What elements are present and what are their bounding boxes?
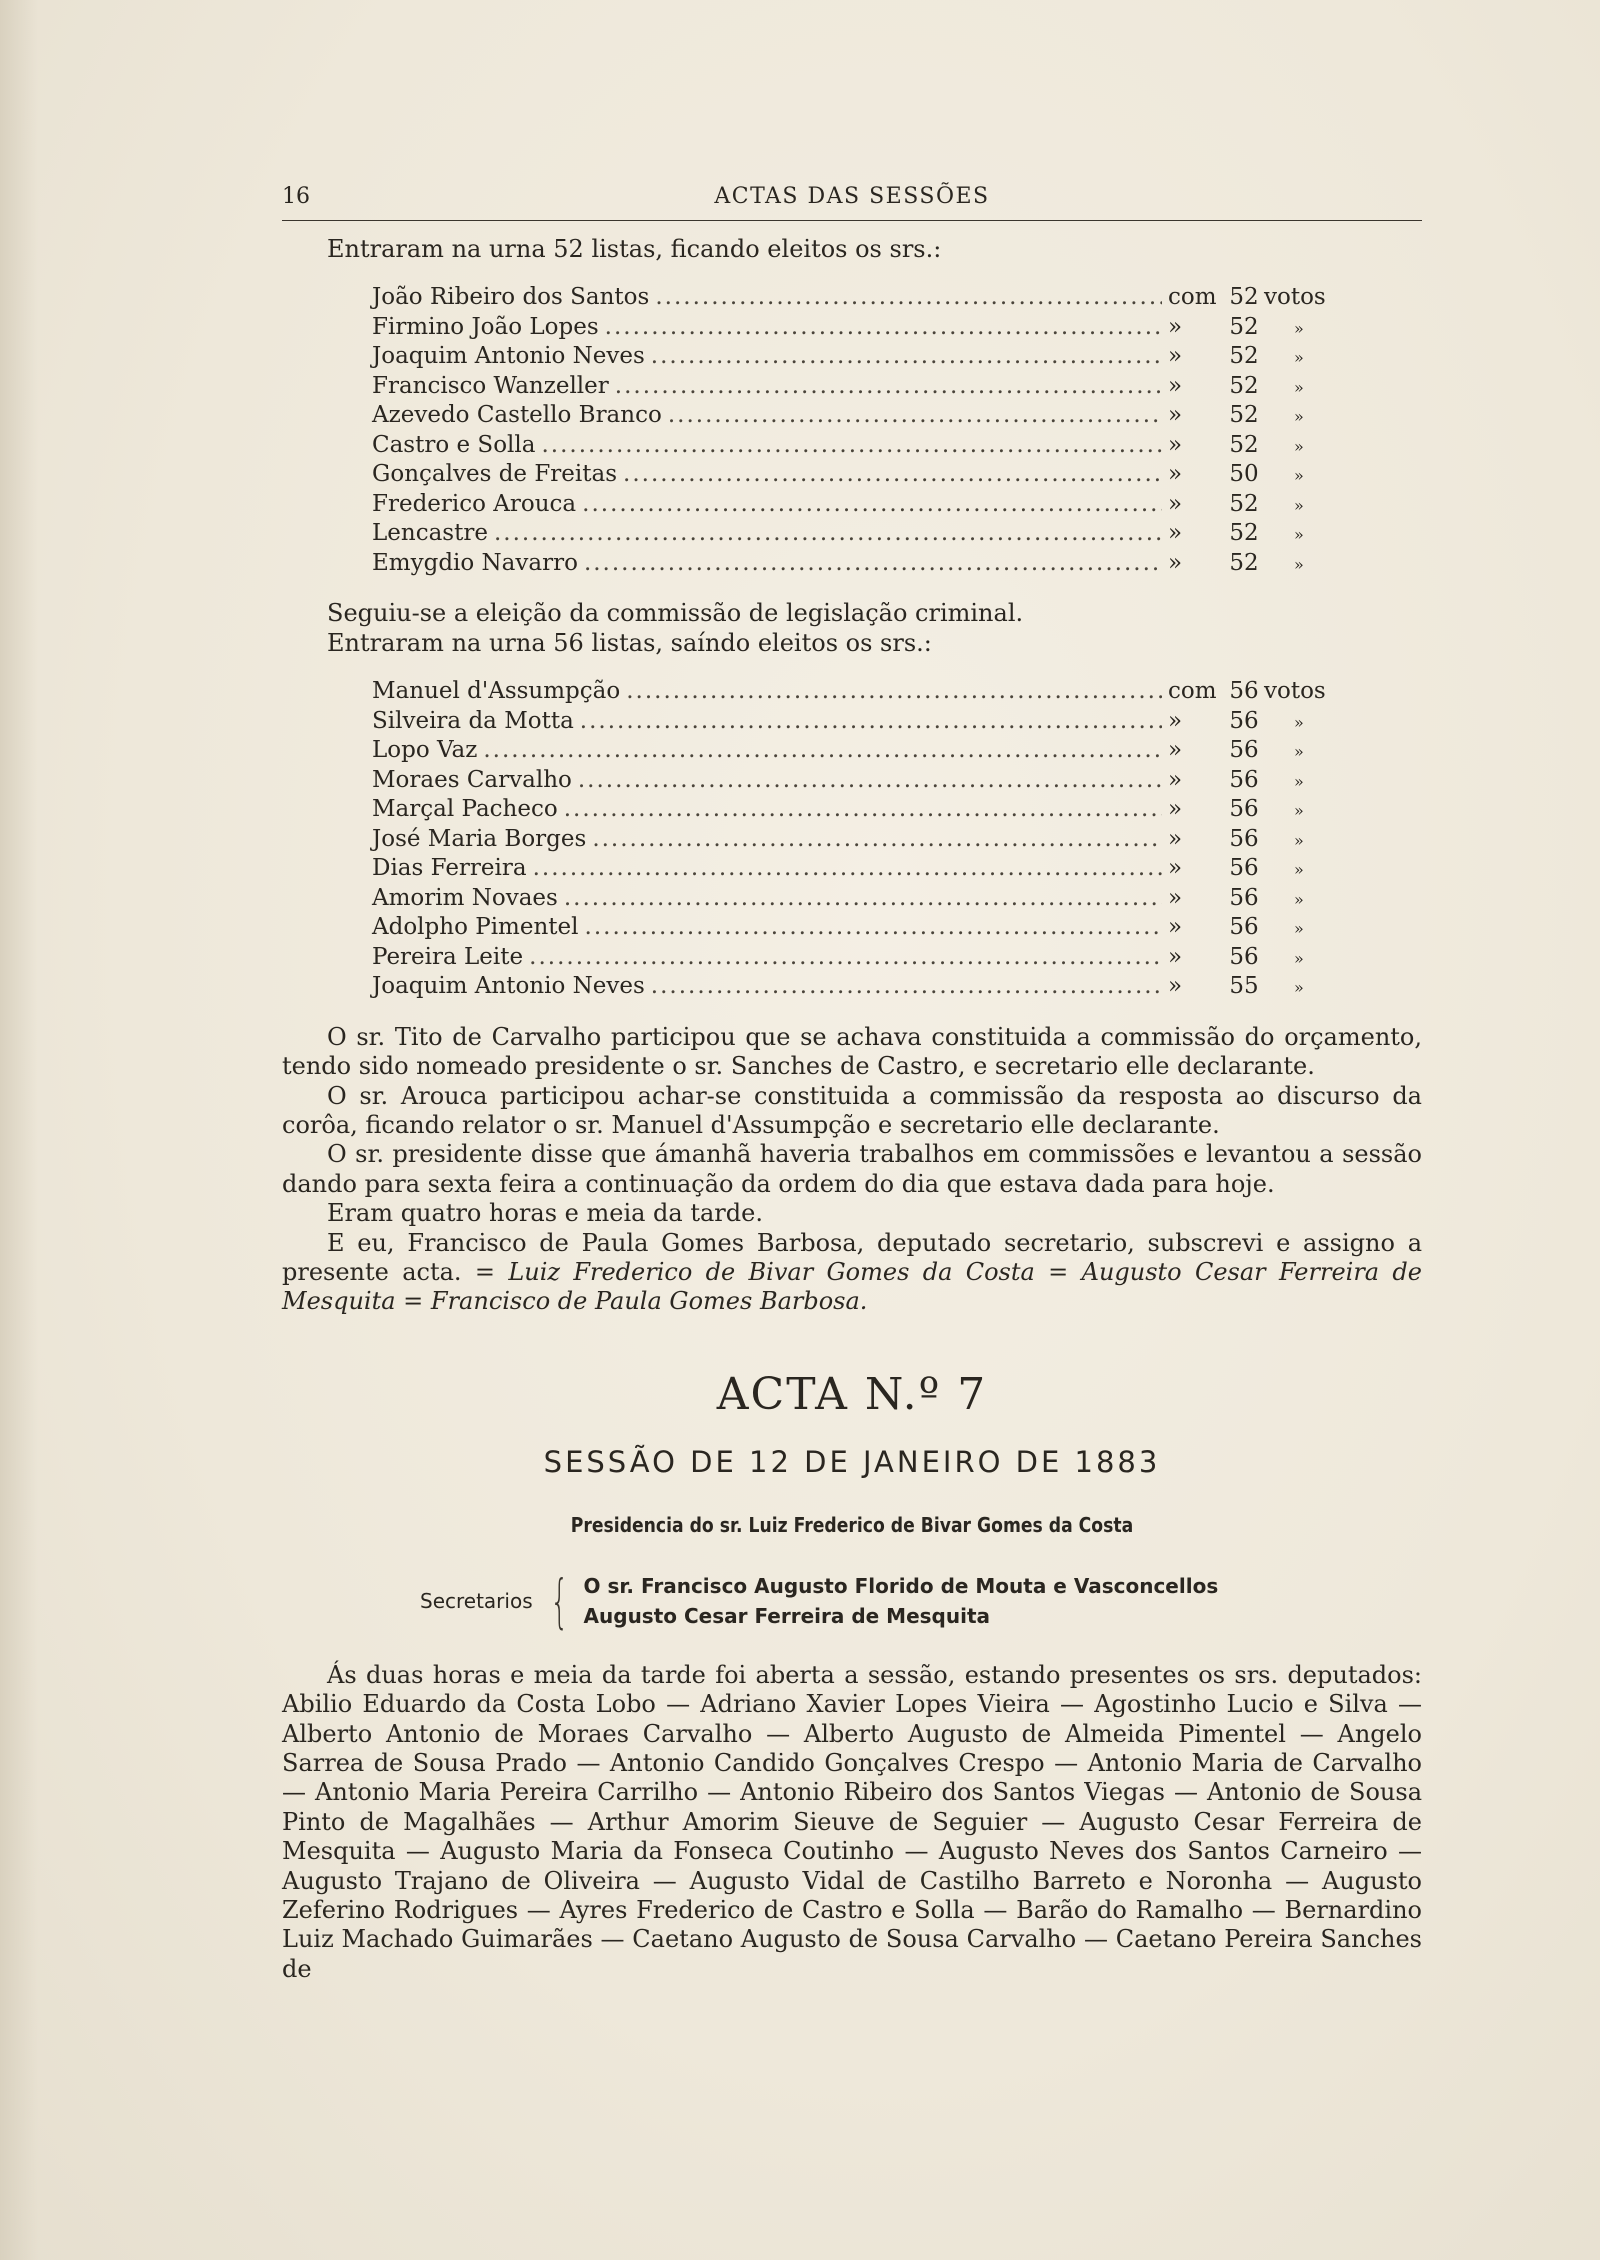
vote-unit: » [1294,466,1304,486]
vote-unit: » [1294,801,1304,821]
vote-unit: » [1294,318,1304,338]
vote-row [372,767,1332,797]
vote-row [372,343,1332,373]
leader-dots [483,737,1162,763]
paragraph-resposta: O sr. Arouca participou achar-se constituida a commissão da resposta ao discurso da corôa, ficando relator o sr. Manuel d'Assumpção e secretario elle declarante. [282,1081,1422,1139]
vote-list-second [372,678,1332,1003]
deputy-name: Adolpho Pimentel [372,914,579,941]
page-content [282,180,1422,1984]
vote-prefix: » [1168,914,1183,941]
vote-unit: » [1294,742,1304,762]
secretaries-names [584,1571,1219,1631]
vote-row [372,826,1332,856]
deputy-name: Joaquim Antonio Neves [372,973,645,1000]
leader-dots [651,343,1162,369]
deputy-name: Azevedo Castello Branco [372,402,662,429]
vote-prefix: » [1168,490,1183,517]
vote-prefix: » [1168,549,1183,576]
vote-prefix: » [1168,884,1183,911]
deputy-name: Silveira da Motta [372,707,574,734]
presidency-line: Presidencia do sr. Luiz Frederico de Bivar Gomes da Costa [570,1512,1134,1537]
deputy-name: Lopo Vaz [372,737,478,764]
brace-icon: { [549,1566,569,1635]
vote-unit: » [1294,436,1304,456]
leader-dots [592,826,1162,852]
leader-dots [580,708,1162,734]
vote-unit: » [1294,771,1304,791]
running-head [282,180,1422,221]
vote-unit: » [1294,348,1304,368]
vote-unit: » [1294,495,1304,515]
vote-prefix: » [1168,707,1183,734]
deputy-name: Emygdio Navarro [372,549,578,576]
vote-unit: » [1294,860,1304,880]
leader-dots [668,402,1162,428]
deputy-name: José Maria Borges [372,825,587,852]
vote-unit: » [1294,712,1304,732]
leader-dots [626,678,1162,704]
vote-count: 52 [1229,520,1259,547]
running-title: ACTAS DAS SESSÕES [714,184,990,209]
deputy-name: João Ribeiro dos Santos [372,284,650,311]
vote-row [372,885,1332,915]
deputy-name: Gonçalves de Freitas [372,461,618,488]
leader-dots [615,373,1162,399]
vote-count: 56 [1229,914,1259,941]
vote-prefix: » [1168,973,1183,1000]
vote-unit: » [1294,978,1304,998]
vote-prefix: » [1168,431,1183,458]
vote-row [372,284,1332,314]
vote-unit: » [1294,554,1304,574]
vote-count: 52 [1229,549,1259,576]
vote-list-first [372,284,1332,579]
leader-dots [655,284,1162,310]
vote-count: 52 [1229,284,1259,311]
leader-dots [541,432,1162,458]
vote-prefix: » [1168,520,1183,547]
vote-count: 50 [1229,461,1259,488]
deputy-name: Firmino João Lopes [372,313,599,340]
leader-dots [605,314,1162,340]
signature-barbosa: Francisco de Paula Gomes Barbosa. [430,1287,868,1316]
vote-count: 55 [1229,973,1259,1000]
deputy-name: Castro e Solla [372,431,536,458]
secretary-name: Augusto Cesar Ferreira de Mesquita [583,1603,991,1628]
vote-row [372,461,1332,491]
leader-dots [564,796,1162,822]
vote-prefix: » [1168,796,1183,823]
vote-row [372,491,1332,521]
vote-count: 52 [1229,313,1259,340]
vote-count: 56 [1229,737,1259,764]
vote-prefix: » [1168,766,1183,793]
vote-count: 56 [1229,825,1259,852]
deputy-name: Marçal Pacheco [372,796,558,823]
paragraph-signatures [282,1229,1422,1317]
vote-row [372,550,1332,580]
deputy-name: Francisco Wanzeller [372,372,609,399]
vote-prefix: » [1168,943,1183,970]
vote-unit: votos [1264,678,1326,705]
vote-unit: » [1294,919,1304,939]
leader-dots [651,973,1162,999]
signature-bivar: Luiz Frederico de Bivar Gomes da Costa [508,1257,1035,1286]
vote-unit: » [1294,948,1304,968]
vote-row [372,432,1332,462]
deputy-name: Moraes Carvalho [372,766,572,793]
vote-row [372,402,1332,432]
leader-dots [582,491,1162,517]
vote-row [372,737,1332,767]
vote-count: 56 [1229,766,1259,793]
secretary-name: O sr. Francisco Augusto Florido de Mouta e Vasconcellos [583,1573,1219,1598]
vote-row [372,678,1332,708]
vote-unit: votos [1264,284,1326,311]
intro-second-election-a: Seguiu-se a eleição da commissão de legislação criminal. [327,599,1024,628]
intro-second-election-b: Entraram na urna 56 listas, saíndo eleitos os srs.: [327,628,932,657]
vote-unit: » [1294,377,1304,397]
deputy-name: Lencastre [372,520,488,547]
vote-prefix: » [1168,402,1183,429]
acta-title: ACTA N.º 7 [716,1368,988,1420]
vote-row [372,373,1332,403]
vote-count: 52 [1229,402,1259,429]
deputy-name: Manuel d'Assumpção [372,678,621,705]
vote-prefix: » [1168,825,1183,852]
deputy-name: Frederico Arouca [372,490,577,517]
leader-dots [578,767,1162,793]
vote-row [372,944,1332,974]
vote-prefix: » [1168,855,1183,882]
vote-row [372,855,1332,885]
vote-prefix: com [1168,284,1217,311]
vote-count: 52 [1229,490,1259,517]
vote-unit: » [1294,525,1304,545]
deputy-name: Pereira Leite [372,943,524,970]
deputy-name: Amorim Novaes [372,884,558,911]
leader-dots [529,944,1162,970]
vote-row [372,796,1332,826]
leader-dots [533,855,1162,881]
vote-row [372,520,1332,550]
intro-first-election: Entraram na urna 52 listas, ficando eleitos os srs.: [327,235,942,263]
vote-count: 56 [1229,855,1259,882]
paragraph-orcamento: O sr. Tito de Carvalho participou que se achava constituida a commissão do orçamento, tendo sido nomeado presidente o sr. Sanches de Castro, e secretario elle declarante. [282,1022,1422,1081]
vote-prefix: » [1168,343,1183,370]
signature-mesquita: Augusto Cesar Ferreira de Mesquita [282,1257,1423,1316]
vote-row [372,708,1332,738]
deputy-name: Dias Ferreira [372,855,527,882]
vote-row [372,973,1332,1003]
vote-count: 56 [1229,884,1259,911]
leader-dots [585,914,1162,940]
deputy-name: Joaquim Antonio Neves [372,343,645,370]
vote-count: 56 [1229,796,1259,823]
leader-dots [584,550,1162,576]
page-number: 16 [282,184,310,209]
vote-count: 52 [1229,431,1259,458]
secretaries-label: Secretarios [420,1588,533,1613]
signature-separator: = [395,1287,431,1316]
vote-prefix: » [1168,737,1183,764]
vote-count: 52 [1229,343,1259,370]
vote-prefix: com [1168,678,1217,705]
vote-count: 56 [1229,943,1259,970]
paragraph-presidente: O sr. presidente disse que ámanhã haveria trabalhos em commissões e levantou a sessão dando para sexta feira a continuação da ordem do dia que estava dada para hoje. [282,1140,1422,1198]
attendance-paragraph: Ás duas horas e meia da tarde foi aberta a sessão, estando presentes os srs. deputados: Abilio Eduardo da Costa Lobo — Adriano Xavier Lopes Vieira — Agostinho Lucio e Silva — Alberto Antonio de Moraes Carvalho — Alberto Augusto de Almeida Pimentel — Angelo Sarrea de Sousa Prado — Antonio Candido Gonçalves Crespo — Antonio Maria de Carvalho — Antonio Maria Pereira Carrilho — Antonio Ribeiro dos Santos Viegas — Antonio de Sousa Pinto de Magalhães — Arthur Amorim Sieuve de Seguier — Augusto Cesar Ferreira de Mesquita — Augusto Maria da Fonseca Coutinho — Augusto Neves dos Santos Carneiro — Augusto Trajano de Oliveira — Augusto Vidal de Castilho Barreto e Noronha — Augusto Zeferino Rodrigues — Ayres Frederico de Castro e Solla — Barão do Ramalho — Bernardino Luiz Machado Guimarães — Caetano Augusto de Sousa Carvalho — Caetano Pereira Sanches de [282,1660,1422,1983]
vote-unit: » [1294,407,1304,427]
vote-row [372,914,1332,944]
vote-count: 52 [1229,372,1259,399]
vote-unit: » [1294,889,1304,909]
leader-dots [494,520,1162,546]
vote-prefix: » [1168,461,1183,488]
signature-text: E eu, Francisco de Paula Gomes Barbosa, deputado secretario, subscrevi e assigno a presente acta. = [282,1228,1422,1286]
leader-dots [623,461,1162,487]
leader-dots [564,885,1162,911]
session-title: SESSÃO DE 12 DE JANEIRO DE 1883 [543,1444,1161,1479]
secretaries-block [420,1566,1422,1635]
vote-row [372,314,1332,344]
vote-unit: » [1294,830,1304,850]
vote-count: 56 [1229,707,1259,734]
vote-prefix: » [1168,372,1183,399]
vote-prefix: » [1168,313,1183,340]
paragraph-hora: Eram quatro horas e meia da tarde. [327,1199,763,1228]
vote-count: 56 [1229,678,1259,705]
signature-separator: = [1034,1257,1082,1286]
